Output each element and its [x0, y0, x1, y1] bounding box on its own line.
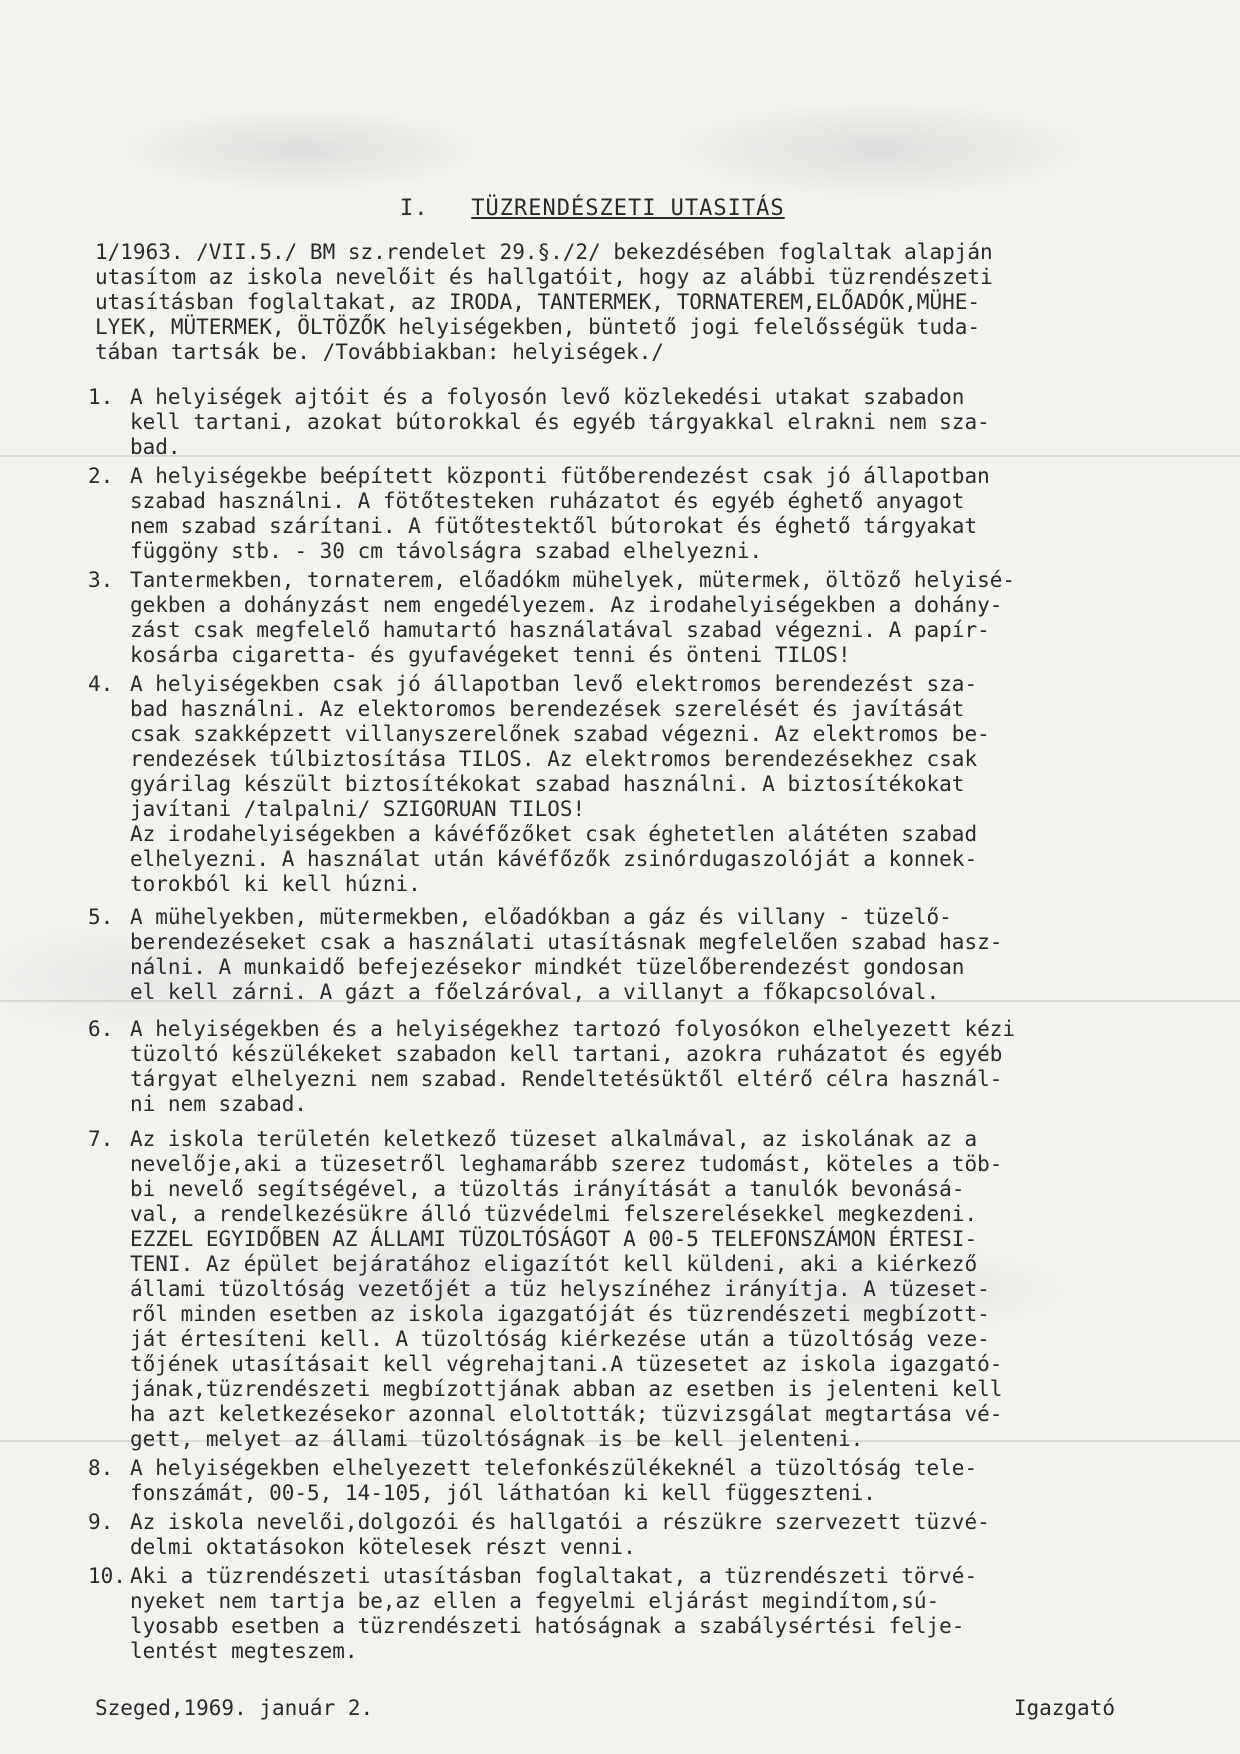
list-item — [88, 1017, 1198, 1117]
item-text: A mühelyekben, mütermekben, előadókban a gáz és villany - tüzelő- berendezéseket csak a használati utasításnak megfelelően szabad hasz- nálni. A munkaidő befejezésekor mindkét tüzelőberendezést gondosan el kell zárni. A gázt a főelzáróval, a villanyt a főkapcsolóval. — [130, 905, 1003, 1004]
list-item — [88, 568, 1198, 668]
intro-paragraph: 1/1963. /VII.5./ BM sz.rendelet 29.§./2/ bekezdésében foglaltak alapján utasítom az iskola nevelőit és hallgatóit, hogy az alábbi tüzrendészeti utasításban foglaltakat, az IRODA, TANTERMEK, TORNATEREM,ELŐADÓK,MÜHE- LYEK, MÜTERMEK, ÖLTÖZŐK helyiségekben, büntető jogi felelősségük tuda- tában tartsák be. /Továbbiakban: helyiségek./ — [95, 240, 993, 364]
list-item — [88, 1564, 1198, 1664]
item-number: 9. — [88, 1510, 114, 1534]
title-numeral: I. — [400, 196, 429, 221]
title-text: TÜZRENDÉSZETI UTASITÁS — [471, 196, 785, 221]
list-item — [88, 385, 1198, 460]
list-item — [88, 1456, 1198, 1506]
place-date: Szeged,1969. január 2. — [95, 1696, 374, 1720]
item-text: A helyiségekben elhelyezett telefonkészülékeknél a tüzoltóság tele- fonszámát, 00-5, 14-105, jól láthatóan ki kell függeszteni. — [130, 1456, 978, 1505]
item-text: A helyiségekbe beépített központi fütőberendezést csak jó állapotban szabad használni. A fötőtesteken ruházatot és egyéb éghető anyagot nem szabad szárítani. A fütőtestektől bútorokat és éghető tárgyakat függöny stb. - 30 cm távolságra szabad elhelyezni. — [130, 464, 990, 563]
item-number: 5. — [88, 905, 114, 929]
item-number: 10. — [88, 1564, 126, 1588]
item-number: 6. — [88, 1017, 114, 1041]
list-item — [88, 905, 1198, 1005]
signature-block — [95, 1696, 1145, 1720]
list-item — [88, 672, 1198, 897]
list-item — [88, 1510, 1198, 1560]
item-number: 3. — [88, 568, 114, 592]
instruction-list — [88, 385, 1198, 1664]
item-text: A helyiségekben és a helyiségekhez tartozó folyosókon elhelyezett kézi tüzoltó készülékeket szabadon kell tartani, azokra ruházatot és egyéb tárgyat elhelyezni nem szabad. Rendeltetésüktől eltérő célra használ- ni nem szabad. — [130, 1017, 1016, 1116]
item-text: A helyiségek ajtóit és a folyosón levő közlekedési utakat szabadon kell tartani, azokat bútorokkal és egyéb tárgyakkal elrakni nem sza- bad. — [130, 385, 990, 459]
page-title — [400, 196, 785, 221]
item-text: Tantermekben, tornaterem, előadókm mühelyek, mütermek, öltöző helyisé- gekben a dohányzást nem engedélyezem. Az irodahelyiségekben a dohány- zást csak megfelelő hamutartó használatával szabad végezni. A papír- kosárba cigaretta- és gyufavégeket tenni és önteni TILOS! — [130, 568, 1016, 667]
item-text: Az iskola területén keletkező tüzeset alkalmával, az iskolának az a nevelője,aki a tüzesetről leghamarább szerez tudomást, köteles a töb- bi nevelő segítségével, a tüzoltás irányítását a tanulók bevonásá- val, a rendelkezésükre álló tüzvédelmi felszerelésekkel megkezdeni. EZZEL EGYIDŐBEN AZ ÁLLAMI TÜZOLTÓSÁGOT A 00-5 TELEFONSZÁMON ÉRTESI- TENI. Az épület bejáratához eligazítót kell küldeni, aki a kiérkező állami tüzoltóság vezetőjét a tüz helyszínéhez irányítja. A tüzeset- ről minden esetben az iskola igazgatóját és tüzrendészeti megbízott- ját értesíteni kell. A tüzoltóság kiérkezése után a tüzoltóság veze- tőjének utasításait kell végrehajtani.A tüzesetet az iskola igazgató- jának,tüzrendészeti megbízottjának abban az esetben is jelenteni kell ha azt keletkezésekor azonnal eloltották; tüzvizsgálat megtartása vé- gett, melyet az állami tüzoltóságnak is be kell jelenteni. — [130, 1127, 1003, 1451]
item-text: Aki a tüzrendészeti utasításban foglaltakat, a tüzrendészeti törvé- nyeket nem tartja be,az ellen a fegyelmi eljárást megindítom,sú- lyosabb esetben a tüzrendészeti hatóságnak a szabálysértési felje- lentést megteszem. — [130, 1564, 978, 1663]
list-item — [88, 464, 1198, 564]
item-text: Az iskola nevelői,dolgozói és hallgatói a részükre szervezett tüzvé- delmi oktatásokon kötelesek részt venni. — [130, 1510, 990, 1559]
item-number: 8. — [88, 1456, 114, 1480]
item-text: A helyiségekben csak jó állapotban levő elektromos berendezést sza- bad használni. Az elektoromos berendezések szerelését és javítását csak szakképzett villanyszerelőnek szabad végezni. Az elektromos be- rendezések túlbiztosítása TILOS. Az elektromos berendezésekhez csak gyárilag készült biztosítékokat szabad használni. A biztosítékokat javítani /talpalni/ SZIGORUAN TILOS! Az irodahelyiségekben a kávéfőzőket csak éghetetlen alátéten szabad elhelyezni. A használat után kávéfőzők zsinórdugaszolóját a konnek- torokból ki kell húzni. — [130, 672, 990, 896]
item-number: 1. — [88, 385, 114, 409]
item-number: 2. — [88, 464, 114, 488]
item-number: 4. — [88, 672, 114, 696]
signature-title: Igazgató — [1013, 1696, 1115, 1720]
item-number: 7. — [88, 1127, 114, 1151]
list-item — [88, 1127, 1198, 1452]
